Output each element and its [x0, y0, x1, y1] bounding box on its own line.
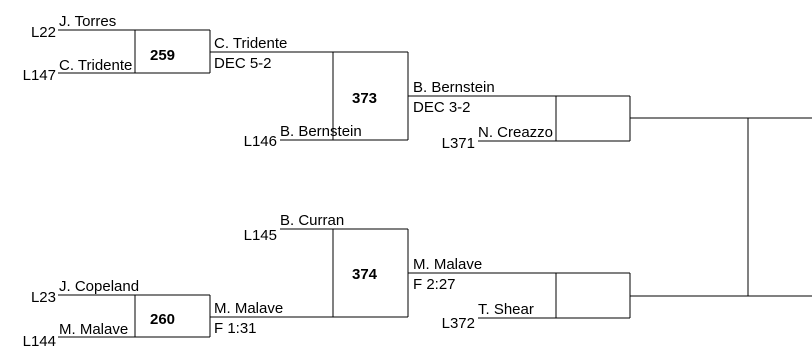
r1b1-top-source: L22	[30, 24, 56, 41]
bout-number-373: 373	[352, 90, 378, 107]
r3b1-bottom-name[interactable]: N. Creazzo	[478, 124, 554, 141]
bout-number-374: 374	[352, 266, 378, 283]
r2b1-bottom-name[interactable]: B. Bernstein	[280, 123, 362, 140]
r3b2-bottom-source: L372	[441, 315, 475, 332]
r1b2-bottom-name[interactable]: M. Malave	[59, 321, 129, 338]
r2b1-bottom-source: L146	[243, 133, 277, 150]
r1b2-top-name[interactable]: J. Copeland	[59, 278, 140, 295]
bout-number-259: 259	[150, 47, 176, 64]
r2b2-top-source: L145	[243, 227, 277, 244]
r3b1-bottom-source: L371	[441, 135, 475, 152]
r1b2-winner-name[interactable]: M. Malave	[214, 300, 284, 317]
r1b1-top-name[interactable]: J. Torres	[59, 13, 117, 30]
r2b1-result: DEC 3-2	[413, 99, 471, 116]
r2b2-top-name[interactable]: B. Curran	[280, 212, 345, 229]
r2b2-winner-name[interactable]: M. Malave	[413, 256, 483, 273]
r1b2-top-source: L23	[30, 289, 56, 306]
r1b2-bottom-source: L144	[22, 333, 56, 350]
r2b2-result: F 2:27	[413, 276, 456, 293]
bout-number-260: 260	[150, 311, 176, 328]
r1b1-bottom-source: L147	[22, 67, 56, 84]
r1b1-winner-name[interactable]: C. Tridente	[214, 35, 288, 52]
r1b2-result: F 1:31	[214, 320, 257, 337]
r3b2-bottom-name[interactable]: T. Shear	[478, 301, 534, 318]
r2b1-winner-name[interactable]: B. Bernstein	[413, 79, 495, 96]
r1b1-result: DEC 5-2	[214, 55, 272, 72]
round4-connector	[630, 118, 812, 296]
r1b1-bottom-name[interactable]: C. Tridente	[59, 57, 133, 74]
